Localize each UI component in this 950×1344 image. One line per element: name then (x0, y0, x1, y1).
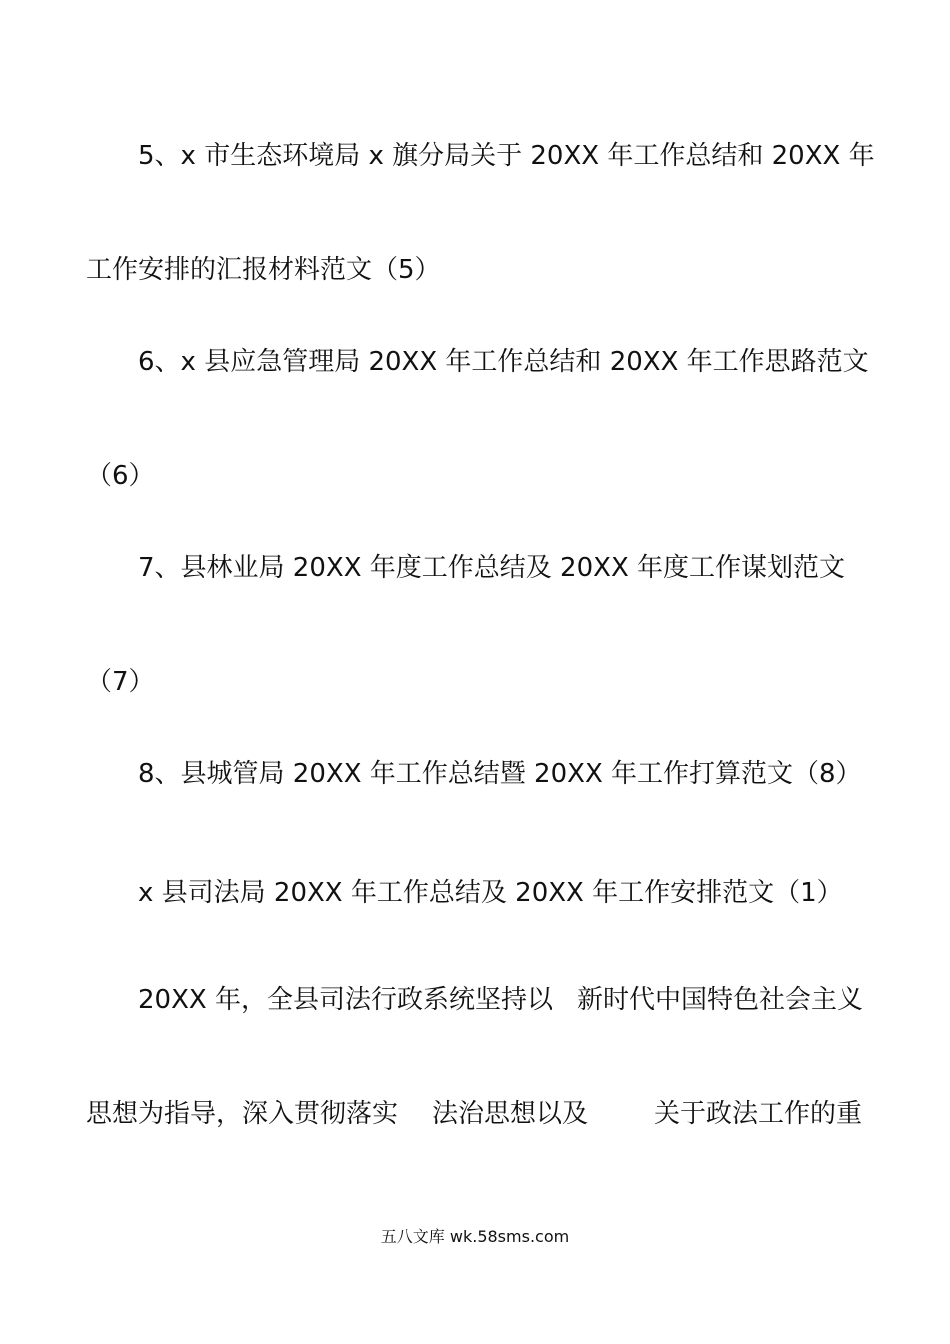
toc-item-8-line-1: 8、县城管局 20XX 年工作总结暨 20XX 年工作打算范文（8） (138, 759, 862, 789)
toc-item-5-line-2: 工作安排的汇报材料范文（5） (86, 255, 441, 285)
toc-item-6-line-2: （6） (86, 461, 155, 491)
section-title: x 县司法局 20XX 年工作总结及 20XX 年工作安排范文（1） (138, 878, 843, 908)
body-text-line-2-part-3: 关于政法工作的重 (654, 1099, 863, 1129)
toc-item-6-line-1: 6、x 县应急管理局 20XX 年工作总结和 20XX 年工作思路范文 (138, 347, 869, 377)
body-text-line-2-part-2: 法治思想以及 (432, 1099, 589, 1129)
page-footer: 五八文库 wk.58sms.com (380, 1227, 570, 1246)
toc-item-5-line-1: 5、x 市生态环境局 x 旗分局关于 20XX 年工作总结和 20XX 年 (138, 141, 875, 171)
body-text-line-2-part-1: 思想为指导，深入贯彻落实 (86, 1099, 399, 1129)
body-text-line-1-part-2: 新时代中国特色社会主义 (577, 985, 864, 1015)
toc-item-7-line-1: 7、县林业局 20XX 年度工作总结及 20XX 年度工作谋划范文 (138, 553, 846, 583)
body-text-line-1-part-1: 20XX 年，全县司法行政系统坚持以 (138, 985, 553, 1015)
toc-item-7-line-2: （7） (86, 667, 155, 697)
